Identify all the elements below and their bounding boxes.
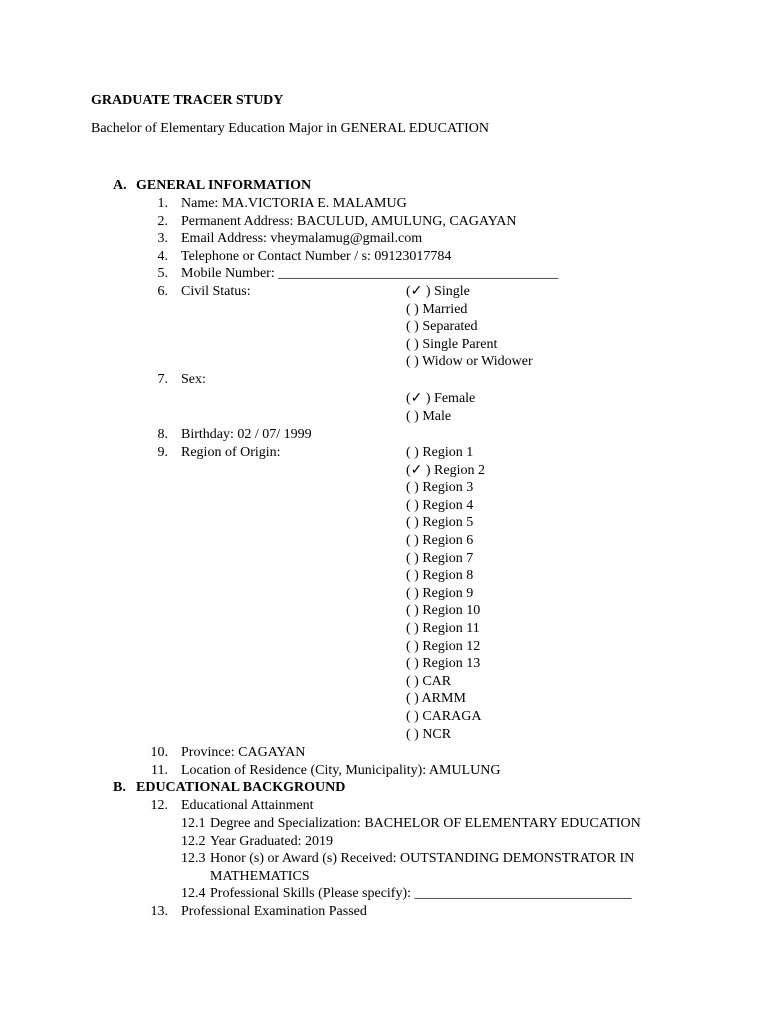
section-b-marker: B. bbox=[113, 780, 126, 795]
item-number: 4. bbox=[157, 248, 168, 264]
item-text: Location of Residence (City, Municipality): AMULUNG bbox=[181, 762, 501, 778]
item-number: 12.1 bbox=[181, 816, 206, 831]
item-text: Professional Examination Passed bbox=[181, 904, 367, 919]
checkbox-option: (✓ ) Female bbox=[406, 391, 476, 406]
section-b-heading: EDUCATIONAL BACKGROUND bbox=[136, 780, 346, 795]
item-text: Honor (s) or Award (s) Received: OUTSTANDING DEMONSTRATOR IN bbox=[210, 851, 635, 867]
checkbox-option: ( ) Region 9 bbox=[406, 585, 474, 601]
item-number: 7. bbox=[157, 372, 168, 387]
checkbox-option: ( ) NCR bbox=[406, 726, 452, 742]
checkbox-option: ( ) CAR bbox=[406, 673, 452, 689]
item-text: Educational Attainment bbox=[181, 798, 314, 813]
program-line: Bachelor of Elementary Education Major in GENERAL EDUCATION bbox=[91, 121, 489, 136]
item-number: 6. bbox=[157, 284, 168, 299]
checkbox-option: ( ) Region 6 bbox=[406, 533, 474, 548]
checkbox-option: ( ) CARAGA bbox=[406, 709, 482, 724]
item-number: 1. bbox=[157, 196, 168, 211]
checkbox-option: (✓ ) Region 2 bbox=[406, 462, 485, 478]
checkbox-option: ( ) Single Parent bbox=[406, 336, 498, 352]
item-text: Degree and Specialization: BACHELOR OF ELEMENTARY EDUCATION bbox=[210, 816, 641, 831]
checkbox-option: ( ) Region 3 bbox=[406, 480, 474, 496]
checkbox-option: (✓ ) Single bbox=[406, 284, 470, 299]
item-text: Permanent Address: BACULUD, AMULUNG, CAGAYAN bbox=[181, 213, 517, 229]
item-number: 12.2 bbox=[181, 833, 206, 849]
page-title: GRADUATE TRACER STUDY bbox=[91, 93, 284, 108]
item-number: 12.4 bbox=[181, 886, 206, 902]
checkbox-option: ( ) Region 10 bbox=[406, 603, 481, 619]
checkbox-option: ( ) Region 13 bbox=[406, 656, 481, 672]
checkbox-option: ( ) ARMM bbox=[406, 691, 466, 707]
item-number: 11. bbox=[151, 762, 168, 778]
checkbox-option: ( ) Separated bbox=[406, 319, 478, 335]
item-text: Professional Skills (Please specify): _______________________________ bbox=[210, 886, 632, 902]
checkbox-option: ( ) Region 11 bbox=[406, 621, 480, 636]
checkbox-option: ( ) Region 12 bbox=[406, 638, 481, 654]
section-a-heading: GENERAL INFORMATION bbox=[136, 178, 312, 193]
item-number: 2. bbox=[157, 213, 168, 229]
checkbox-option: ( ) Male bbox=[406, 409, 452, 424]
item-number: 3. bbox=[157, 231, 168, 247]
section-a-marker: A. bbox=[113, 178, 127, 193]
item-text: Birthday: 02 / 07/ 1999 bbox=[181, 427, 312, 442]
item-text: Province: CAGAYAN bbox=[181, 744, 306, 760]
item-text: Email Address: vheymalamug@gmail.com bbox=[181, 231, 423, 247]
checkbox-option: ( ) Married bbox=[406, 301, 468, 317]
checkbox-option: ( ) Region 4 bbox=[406, 497, 474, 513]
checkbox-option: ( ) Region 8 bbox=[406, 568, 474, 584]
item-number: 12.3 bbox=[181, 851, 206, 867]
item-text: Name: MA.VICTORIA E. MALAMUG bbox=[181, 196, 407, 211]
item-text: Civil Status: bbox=[181, 284, 251, 299]
item-number: 12. bbox=[150, 798, 168, 813]
item-number: 9. bbox=[157, 445, 168, 460]
item-text-continued: MATHEMATICS bbox=[210, 868, 310, 884]
item-number: 13. bbox=[150, 904, 168, 919]
item-text: Year Graduated: 2019 bbox=[210, 833, 333, 849]
checkbox-option: ( ) Region 5 bbox=[406, 515, 474, 531]
item-number: 5. bbox=[157, 266, 168, 282]
checkbox-option: ( ) Region 7 bbox=[406, 550, 474, 566]
checkbox-option: ( ) Widow or Widower bbox=[406, 354, 533, 370]
item-number: 8. bbox=[157, 427, 168, 442]
item-text: Region of Origin: bbox=[181, 445, 281, 460]
checkbox-option: ( ) Region 1 bbox=[406, 445, 474, 460]
item-text: Telephone or Contact Number / s: 09123017784 bbox=[181, 248, 452, 264]
item-text: Mobile Number: ________________________________________ bbox=[181, 266, 559, 282]
item-text: Sex: bbox=[181, 372, 206, 387]
item-number: 10. bbox=[150, 744, 168, 760]
